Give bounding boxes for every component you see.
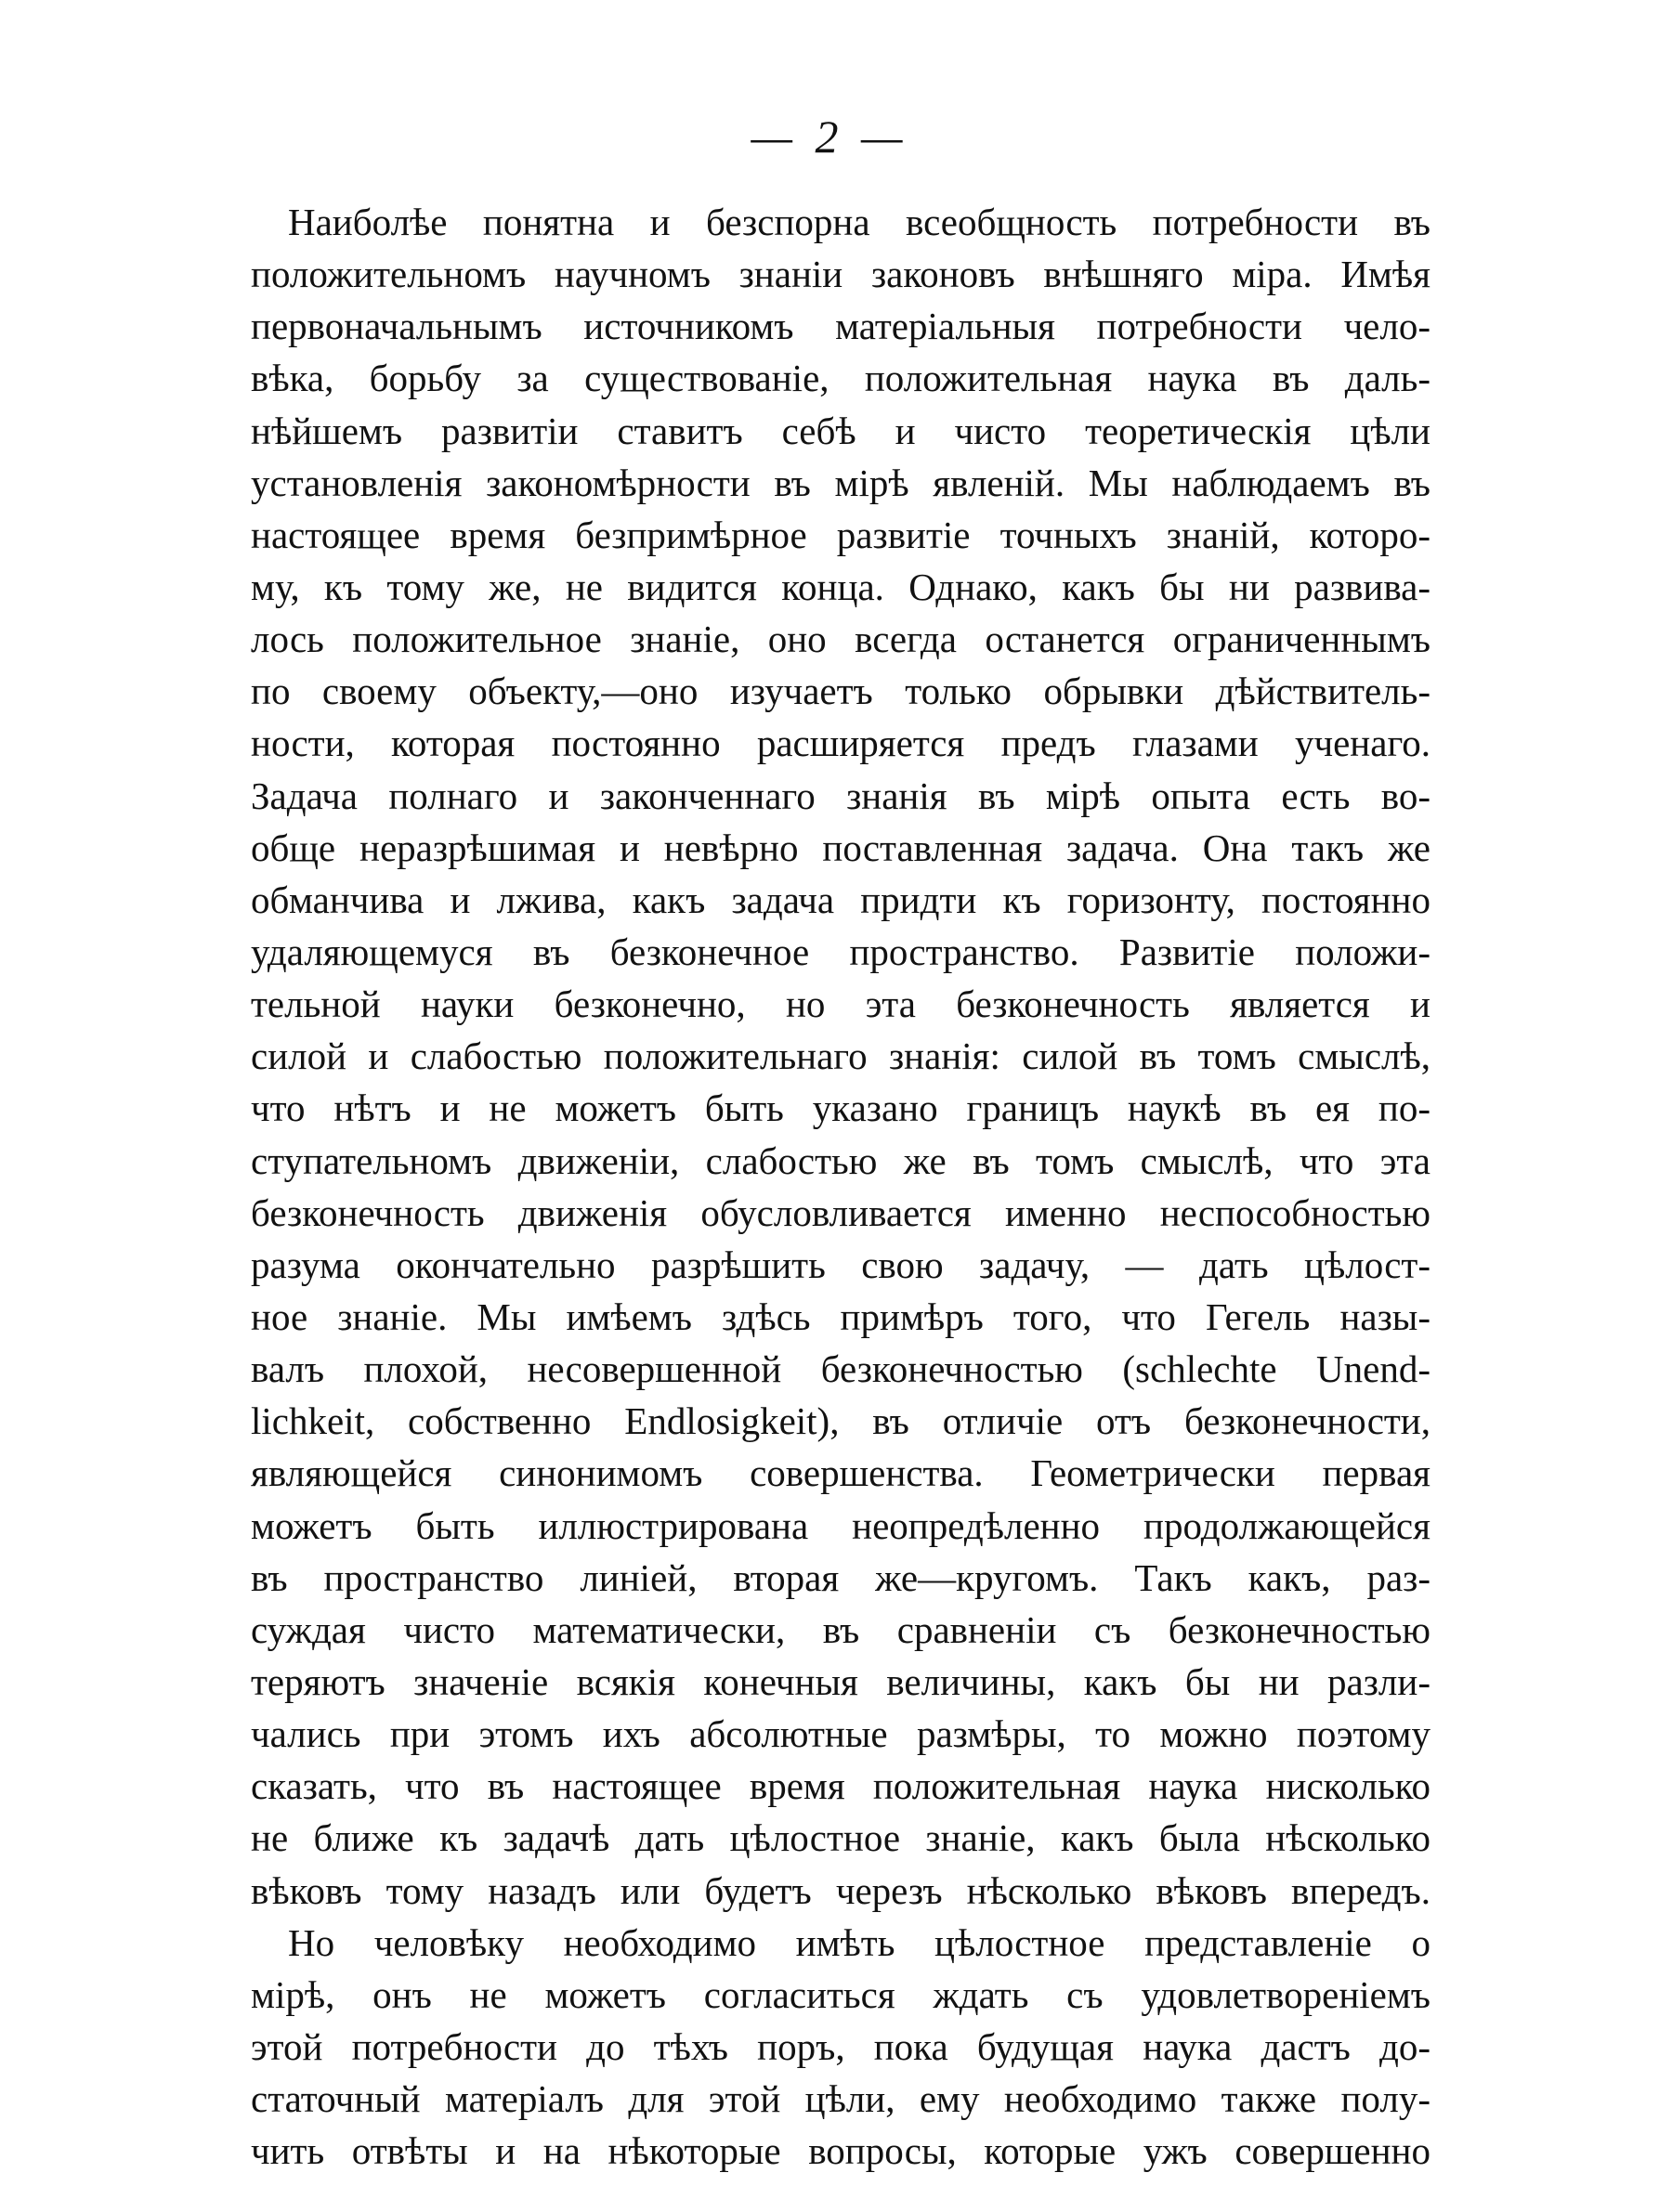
text-line: Задача полнаго и законченнаго знанія въ мірѣ опыта есть во- — [251, 774, 1430, 817]
text-line: этой потребности до тѣхъ поръ, пока будущая наука дастъ до- — [251, 2024, 1430, 2068]
paragraph-2 — [251, 1917, 1430, 2178]
text-line: установленія закономѣрности въ мірѣ явленій. Мы наблюдаемъ въ — [251, 461, 1430, 504]
paragraph-1 — [251, 196, 1430, 1917]
text-line: ступательномъ движеніи, слабостью же въ томъ смыслѣ, что эта — [251, 1139, 1430, 1182]
text-line: lichkeit, собственно Endlosigkeit), въ отличіе отъ безконечности, — [251, 1399, 1430, 1443]
text-line: вѣка, борьбу за существованіе, положительная наука въ даль- — [251, 357, 1430, 400]
text-line: ное знаніе. Мы имѣемъ здѣсь примѣръ того, что Гегель назы- — [251, 1295, 1430, 1338]
text-line: Но человѣку необходимо имѣть цѣлостное представленіе о — [288, 1920, 1430, 1964]
body-text — [251, 196, 1430, 2177]
text-line: лось положительное знаніе, оно всегда останется ограниченнымъ — [251, 618, 1430, 661]
text-line: нѣйшемъ развитіи ставитъ себѣ и чисто теоретическія цѣли — [251, 409, 1430, 452]
text-line: валъ плохой, несовершенной безконечностью (schlechte Unend- — [251, 1347, 1430, 1391]
text-line: по своему объекту,—оно изучаетъ только обрывки дѣйствитель- — [251, 670, 1430, 713]
text-line: настоящее время безпримѣрное развитіе точныхъ знаній, которо- — [251, 513, 1430, 556]
text-line: Наиболѣе понятна и безспорна всеобщность потребности въ — [288, 201, 1430, 243]
text-line: статочный матеріалъ для этой цѣли, ему необходимо также полу- — [251, 2077, 1430, 2121]
text-line: являющейся синонимомъ совершенства. Геометрически первая — [251, 1451, 1430, 1495]
text-line: тельной науки безконечно, но эта безконечность является и — [251, 982, 1430, 1026]
text-line: разума окончательно разрѣшить свою задачу, — дать цѣлост- — [251, 1243, 1430, 1286]
text-line: вѣковъ тому назадъ или будетъ черезъ нѣсколько вѣковъ впередъ. — [251, 1868, 1430, 1912]
text-line: теряютъ значеніе всякія конечныя величины, какъ бы ни разли- — [251, 1659, 1430, 1703]
text-line: положительномъ научномъ знаніи законовъ внѣшняго міра. Имѣя — [251, 253, 1430, 296]
text-line: безконечность движенія обусловливается именно неспособностью — [251, 1191, 1430, 1234]
text-line: обще неразрѣшимая и невѣрно поставленная задача. Она такъ же — [251, 826, 1430, 869]
text-line: можетъ быть иллюстрирована неопредѣленно продолжающейся — [251, 1503, 1430, 1547]
text-line: первоначальнымъ источникомъ матеріальныя потребности чело- — [251, 305, 1430, 348]
page-number: — 2 — — [751, 111, 908, 163]
text-line: суждая чисто математически, въ сравненіи съ безконечностью — [251, 1607, 1430, 1651]
text-line: не ближе къ задачѣ дать цѣлостное знаніе, какъ была нѣсколько — [251, 1816, 1430, 1860]
text-line: му, къ тому же, не видится конца. Однако, какъ бы ни развива- — [251, 565, 1430, 608]
text-line: чить отвѣты и на нѣкоторые вопросы, которые ужъ совершенно — [251, 2129, 1430, 2173]
text-line: въ пространство линіей, вторая же—кругомъ. Такъ какъ, раз- — [251, 1555, 1430, 1599]
text-line: удаляющемуся въ безконечное пространство. Развитіе положи- — [251, 930, 1430, 973]
text-line: ности, которая постоянно расширяется предъ глазами ученаго. — [251, 722, 1430, 765]
text-line: силой и слабостью положительнаго знанія: силой въ томъ смыслѣ, — [251, 1034, 1430, 1078]
text-line: что нѣтъ и не можетъ быть указано границъ наукѣ въ ея по- — [251, 1086, 1430, 1130]
text-line: сказать, что въ настоящее время положительная наука нисколько — [251, 1764, 1430, 1808]
text-line: мірѣ, онъ не можетъ согласиться ждать съ удовлетвореніемъ — [251, 1972, 1430, 2016]
text-line: обманчива и лжива, какъ задача придти къ горизонту, постоянно — [251, 878, 1430, 921]
text-line: чались при этомъ ихъ абсолютные размѣры, то можно поэтому — [251, 1712, 1430, 1756]
